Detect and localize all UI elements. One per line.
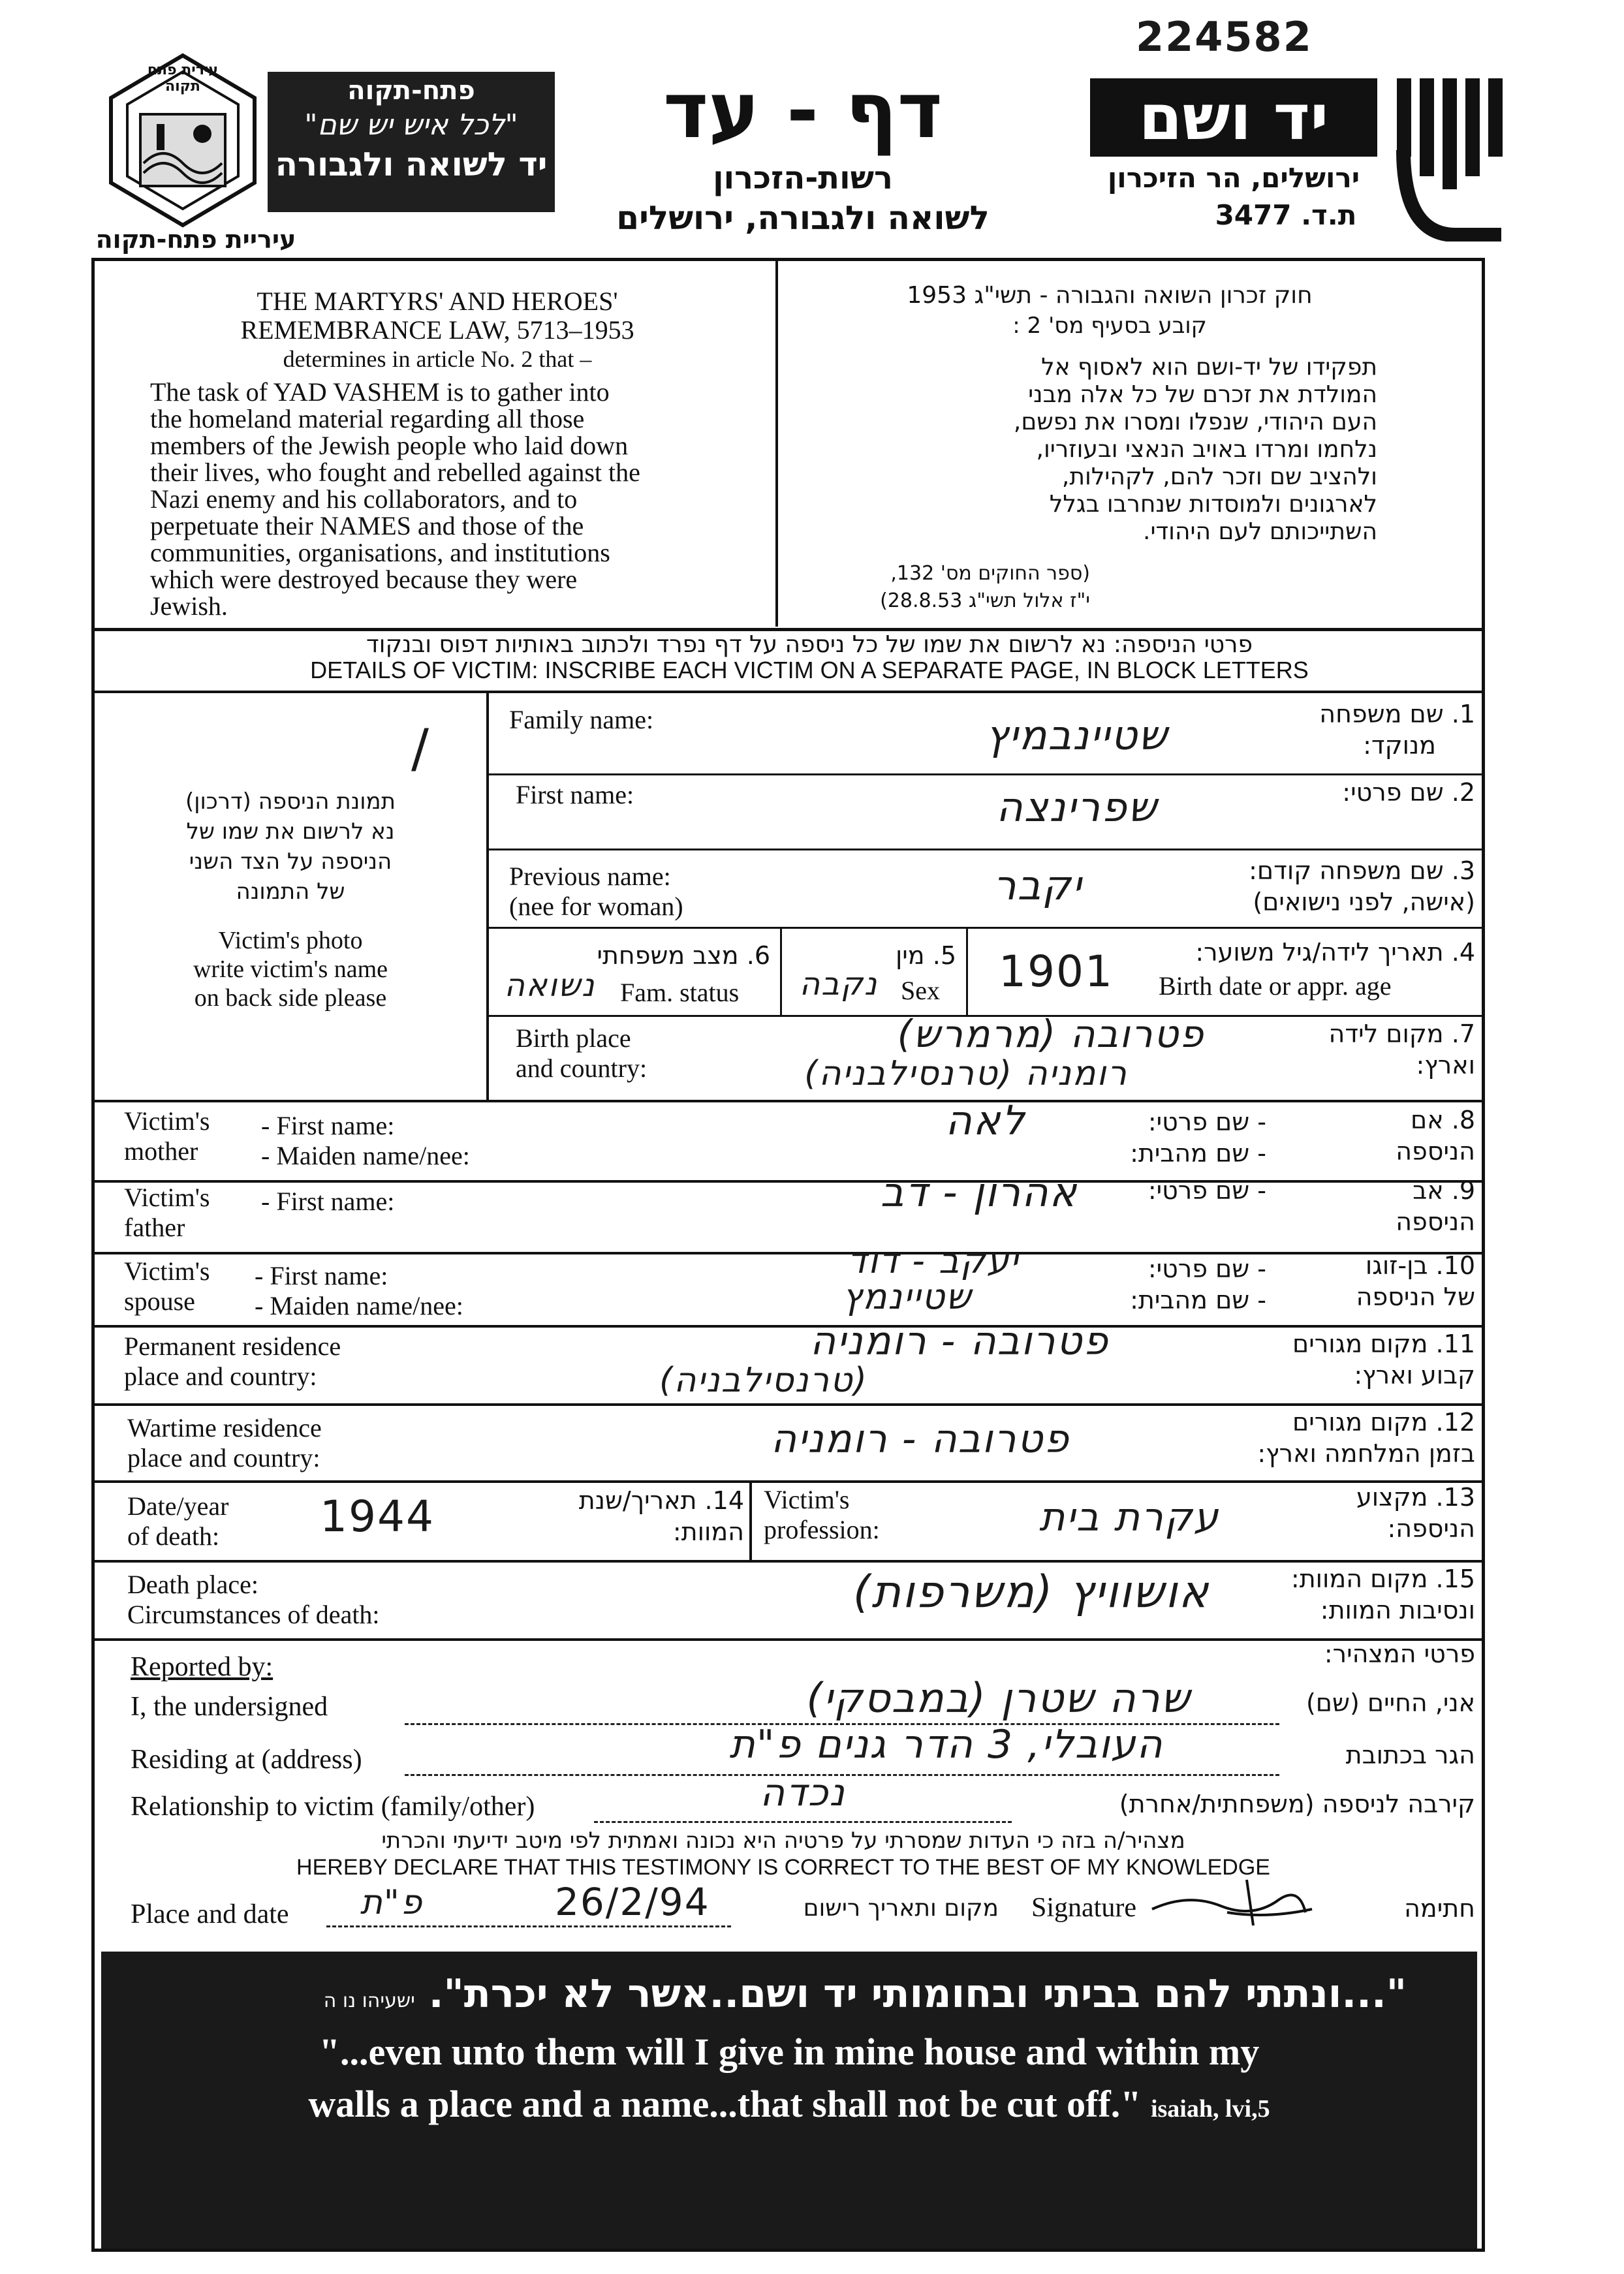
petah-tikva-banner [268,72,555,212]
photo-en-2: write victim's name [193,956,388,983]
photo-he-4: של התמונה [236,879,345,905]
law-he-title-1: חוק זכרון השואה והגבורה - תשי"ג 1953 [907,282,1313,309]
emblem-top-text: עירית פתח תקוה [147,62,219,95]
f6-num: 6. [746,941,770,970]
f3-he-2: (אישה, לפני נישואים) [1253,888,1475,916]
f2-label-he [1234,777,1475,808]
f6-value[interactable]: נשואה [504,967,596,1004]
f8-sub-en [261,1111,470,1171]
yad-vashem-logo-box: יד ושם [1090,78,1377,157]
title-sub-1: רשות-הזכרון [713,160,893,196]
cell-divider [966,927,968,1015]
f8-en: Victim's [124,1106,210,1136]
f12-en-2: place and country: [127,1443,320,1472]
f10-en-sub-1: - First name: [255,1261,388,1290]
f3-label-he [1168,855,1475,918]
f12-label-he [1201,1407,1475,1469]
law-he-lines [816,354,1403,546]
f9-value[interactable]: אהרון - דב [880,1168,1078,1216]
f7-he: מקום לידה [1328,1020,1444,1048]
law-he-ref-1: (ספר החוקים מס' 132, [890,562,1090,585]
law-en-title-3: determines in article No. 2 that – [283,346,592,372]
f3-he: שם משפחה קודם: [1249,856,1444,885]
f13-value[interactable]: עקרת בית [1038,1495,1220,1540]
f10-value-2[interactable]: שטיינמץ [842,1276,973,1317]
f7-en-2: and country: [516,1053,648,1083]
f4-label-he [1136,937,1475,968]
f8-label-he [1312,1104,1475,1167]
row-rule [489,849,1484,850]
f4-he: תאריך לידה/גיל משוער: [1195,938,1444,967]
cell-divider [780,927,782,1015]
law-he-ref-2: י"ז אלול תשי"ג 28.8.53) [880,589,1090,612]
title-sub-2: לשואה ולגבורה, ירושלים [616,199,990,237]
f14-en-2: of death: [127,1521,220,1551]
f9-label-he [1312,1175,1475,1238]
f15-num: 15. [1435,1565,1475,1593]
f10-en: Victim's [124,1256,210,1286]
f13-he-2: הניספה: [1387,1514,1475,1543]
f13-en-2: profession: [764,1515,880,1544]
municipality: עיריית פתח-תקוה [95,225,296,254]
f1-he-2: מנוקד: [1363,731,1436,760]
row-rule [489,773,1484,775]
place-date-line [326,1925,731,1927]
yad-vashem-place: ירושלים, הר הזיכרון [1107,162,1360,194]
place-value[interactable]: פ"ת [360,1883,424,1922]
f11-label-he [1266,1328,1475,1391]
f10-en-sub-2: - Maiden name/nee: [255,1291,463,1320]
reporter-rel-he: קירבה לניספה (משפחתית/אחרת) [1119,1790,1475,1818]
f7-label-en [516,1023,647,1083]
law-en-line: communities, organisations, and institutions [150,538,610,567]
f8-en-2: mother [124,1136,198,1166]
f7-he-2: וארץ: [1416,1051,1475,1080]
f15-en-2: Circumstances of death: [127,1600,380,1629]
f8-en-sub-1: - First name: [261,1111,395,1140]
law-en-line: their lives, who fought and rebelled against the [150,458,640,487]
f3-num: 3. [1451,856,1475,885]
f14-num: 14. [704,1486,744,1515]
f11-value-1[interactable]: פטרובה - רומניה [810,1318,1109,1364]
f12-value[interactable]: פטרובה - רומניה [771,1416,1070,1462]
law-he-line: לארגונים ולמוסדות שנחרבו בגלל [1049,491,1377,518]
row-rule [93,1480,1484,1483]
f8-he: אם [1411,1106,1444,1134]
sheet-number: 224582 [1136,13,1313,61]
f2-value[interactable]: שפרינצה [996,783,1158,831]
f10-value-1[interactable]: יעקב - דוד [847,1240,1020,1281]
f4-num: 4. [1451,938,1475,967]
footer-en-1: "...even unto them will I give in mine house and within my [319,2031,1260,2073]
photo-mark: / [411,718,430,779]
f15-he-2: ונסיבות המוות: [1320,1596,1475,1625]
f8-sub-he [1123,1106,1266,1169]
law-en-line: members of the Jewish people who laid down [150,431,629,460]
f9-num: 9. [1451,1176,1475,1205]
f14-label-he [548,1485,744,1548]
f12-he: מקום מגורים [1292,1408,1428,1437]
footer-banner [101,1952,1477,2249]
f9-en: Victim's [124,1183,210,1212]
f10-num: 10. [1435,1251,1475,1280]
f12-num: 12. [1435,1408,1475,1437]
f12-label-en [127,1413,322,1473]
law-en-line: which were destroyed because they were [150,565,578,594]
f14-en: Date/year [127,1491,229,1521]
f9-label-en [124,1183,210,1243]
law-he-line: העם היהודי, שנפלו ומסרו את נפשם, [1013,409,1377,435]
banner-quote: "לכל איש יש שם" [304,108,518,142]
f13-label-en [764,1485,880,1545]
f7-value-2[interactable]: רומניה (טרנסילבניה) [804,1054,1128,1093]
f10-sub-en [255,1261,463,1321]
law-he-line: השתייכותם לעם היהודי. [1143,518,1377,545]
f8-en-sub-2: - Maiden name/nee: [261,1141,470,1170]
f4-value[interactable]: 1901 [999,946,1114,997]
f9-en-2: father [124,1213,185,1242]
f5-he: מין [895,941,925,970]
banner-bottom: יד לשואה ולגבורה [275,146,548,183]
reporter-rel-value[interactable]: נכדה [760,1770,846,1815]
f5-label-en: Sex [901,976,940,1005]
f14-label-en [127,1491,228,1551]
banner-city: פתח-תקוה [347,76,475,106]
f11-en-2: place and country: [124,1362,317,1391]
photo-box [104,718,476,1012]
law-en-line: Nazi enemy and his collaborators, and to [150,484,578,514]
f13-he: מקצוע [1356,1483,1428,1512]
row-rule [93,1100,1484,1102]
cell-divider [749,1480,752,1560]
reporter-name-en: I, the undersigned [131,1692,328,1722]
f11-he-2: קבוע וארץ: [1354,1361,1475,1390]
declare-en: HEREBY DECLARE THAT THIS TESTIMONY IS CORRECT TO THE BEST OF MY KNOWLEDGE [296,1855,1270,1880]
f8-num: 8. [1451,1106,1475,1134]
f4-label-en: Birth date or appr. age [1159,971,1392,1001]
f5-num: 5. [932,941,956,970]
law-he-line: המולדת את זכרם של כל אלה מבני [1028,381,1377,408]
f10-he-sub-2: - שם מהבית: [1130,1286,1266,1315]
photo-he-3: הניספה על הצד השני [189,849,392,875]
place-date-he: מקום ותאריך רישום [803,1895,999,1922]
f9-sub-he: - שם פרטי: [1148,1176,1266,1205]
footer-he-text: "...ונתתי להם בביתי ובחומותי יד ושם..אשר לא יכרת". [428,1971,1407,2017]
f6-label-he [574,940,770,971]
photo-he-2: נא לרשום את שמו של [186,818,395,845]
place-date-en: Place and date [131,1899,289,1929]
f11-he: מקום מגורים [1292,1330,1428,1358]
footer-he-ref: ישעיהו נו ה [323,1989,415,2012]
details-heading-he: פרטי הניספה: נא לרשום את שמו של כל ניספה על דף נפרד ולכתוב באותיות דפוס ובנקוד [366,631,1253,658]
f2-label-en: First name: [516,780,634,809]
law-en-line: perpetuate their NAMES and those of the [150,511,584,540]
law-en-line: the homeland material regarding all those [150,404,585,433]
f1-label-he [1234,698,1475,761]
law-divider [775,261,778,627]
law-en-title-1: THE MARTYRS' AND HEROES' [257,287,618,316]
f6-he: מצב משפחתי [597,941,739,970]
f8-label-en [124,1106,210,1166]
f11-label-en [124,1332,341,1392]
menorah-logo [1390,72,1508,241]
f3-en-2: (nee for woman) [509,892,683,921]
law-en-block [150,287,725,619]
f8-he-sub-2: - שם מהבית: [1130,1139,1266,1168]
reporter-heading-en: Reported by: [131,1652,273,1682]
f9-sub-en: - First name: [261,1187,395,1216]
f8-he-2: הניספה [1396,1137,1475,1166]
signature-mark[interactable] [1149,1873,1319,1932]
po-box: ת.ד. 3477 [1215,199,1357,231]
footer-en-2-text: walls a place and a name...that shall not be cut off." [308,2083,1142,2125]
f5-value[interactable]: נקבה [799,966,879,1003]
row-rule [93,1560,1484,1563]
details-rule [93,691,1484,693]
f1-he: שם משפחה [1319,700,1444,728]
f15-label-he [1247,1563,1475,1626]
f7-value-1[interactable]: פטרובה (מרמרש) [897,1012,1205,1056]
f13-en: Victim's [764,1485,850,1514]
f2-num: 2. [1451,778,1475,807]
law-en-lines [150,379,725,619]
reporter-name-value[interactable]: שרה שטרן (במבסקי) [806,1674,1191,1722]
signature-he: חתימה [1404,1894,1475,1923]
f15-label-en [127,1570,380,1630]
date-value[interactable]: 26/2/94 [555,1880,710,1924]
f9-he-2: הניספה [1396,1207,1475,1236]
f10-sub-he [1116,1253,1266,1316]
reporter-name-he: אני, החיים (שם) [1305,1689,1475,1717]
title-main: דף - עד [663,65,943,155]
f12-en: Wartime residence [127,1413,322,1442]
f13-label-he [1299,1482,1475,1544]
f1-num: 1. [1451,700,1475,728]
f11-en: Permanent residence [124,1332,341,1361]
law-he-line: תפקידו של יד-ושם הוא לאסוף אל [1041,354,1377,381]
f10-label-he [1279,1250,1475,1313]
f1-value[interactable]: שטיינבמיץ [986,711,1168,759]
f7-num: 7. [1451,1020,1475,1048]
f1-label-en: Family name: [509,705,654,734]
law-he-line: ולהציב שם וזכר להם, לקהילות, [1061,463,1377,490]
f9-he: אב [1413,1176,1444,1205]
f15-value[interactable]: אושוויץ (משרפות) [852,1566,1210,1618]
row-rule [93,1180,1484,1183]
f7-en: Birth place [516,1023,631,1053]
f10-label-en [124,1256,210,1316]
law-he-title-2: קובע בסעיף מס' 2 : [1012,313,1207,339]
row-rule [93,1403,1484,1406]
photo-he-1: תמונת הניספה (דרכון) [185,788,396,815]
f7-label-he [1299,1018,1475,1081]
f2-he: שם פרטי: [1342,778,1444,807]
f10-he: בן-זוגו [1365,1251,1428,1280]
f3-label-en [509,862,683,922]
declare-he: מצהיר/ה בזה כי העדות שמסרתי על פרטיה היא נכונה ואמתית לפי מיטב ידיעתי והכרתי [381,1828,1185,1854]
f12-he-2: בזמן המלחמה וארץ: [1257,1439,1475,1468]
f15-en: Death place: [127,1570,258,1599]
photo-en-3: on back side please [194,984,387,1012]
f14-value[interactable]: 1944 [320,1491,435,1542]
reporter-addr-en: Residing at (address) [131,1745,362,1775]
footer-en-ref: isaiah, lvi,5 [1150,2095,1270,2123]
f14-he-2: המוות: [672,1518,744,1546]
row-rule [489,927,1484,929]
f10-en-2: spouse [124,1286,195,1316]
reporter-addr-value[interactable]: העובלי, 3 הדר גנים פ"ת [729,1722,1164,1768]
f6-label-en: Fam. status [620,978,740,1007]
footer-he [101,1971,1407,2017]
f14-he: תאריך/שנת [578,1486,697,1515]
law-en-line: Jewish. [150,591,228,621]
law-en-title-2: REMEMBRANCE LAW, 5713–1953 [240,315,634,345]
f3-value[interactable]: יקבר [993,862,1083,909]
reporter-rel-en: Relationship to victim (family/other) [131,1792,535,1822]
details-heading-en: DETAILS OF VICTIM: INSCRIBE EACH VICTIM ON A SEPARATE PAGE, IN BLOCK LETTERS [310,657,1309,683]
f8-value[interactable]: לאה [945,1097,1026,1144]
footer-en-2 [101,2082,1477,2126]
f8-he-sub-1: - שם פרטי: [1148,1108,1266,1136]
signature-en: Signature [1031,1893,1136,1923]
law-en-line: The task of YAD VASHEM is to gather into [150,377,610,407]
f15-he: מקום המוות: [1290,1565,1428,1593]
photo-en-1: Victim's photo [218,927,363,954]
reporter-addr-he: הגר בכתובת [1345,1741,1475,1769]
f11-value-2[interactable]: (טרנסילבניה) [659,1361,868,1400]
f10-he-sub-1: - שם פרטי: [1148,1254,1266,1283]
reporter-heading-he: פרטי המצהיר: [1324,1640,1475,1668]
photo-divider [486,692,489,1100]
reporter-rel-line [594,1821,1012,1823]
law-he-line: נלחמו ומרדו באויב הנאצי ובעוזריו, [1036,436,1377,463]
law-he-block [816,281,1403,615]
f3-en: Previous name: [509,862,671,891]
f11-num: 11. [1435,1330,1475,1358]
f10-he-2: של הניספה [1356,1283,1475,1311]
f13-num: 13. [1435,1483,1475,1512]
